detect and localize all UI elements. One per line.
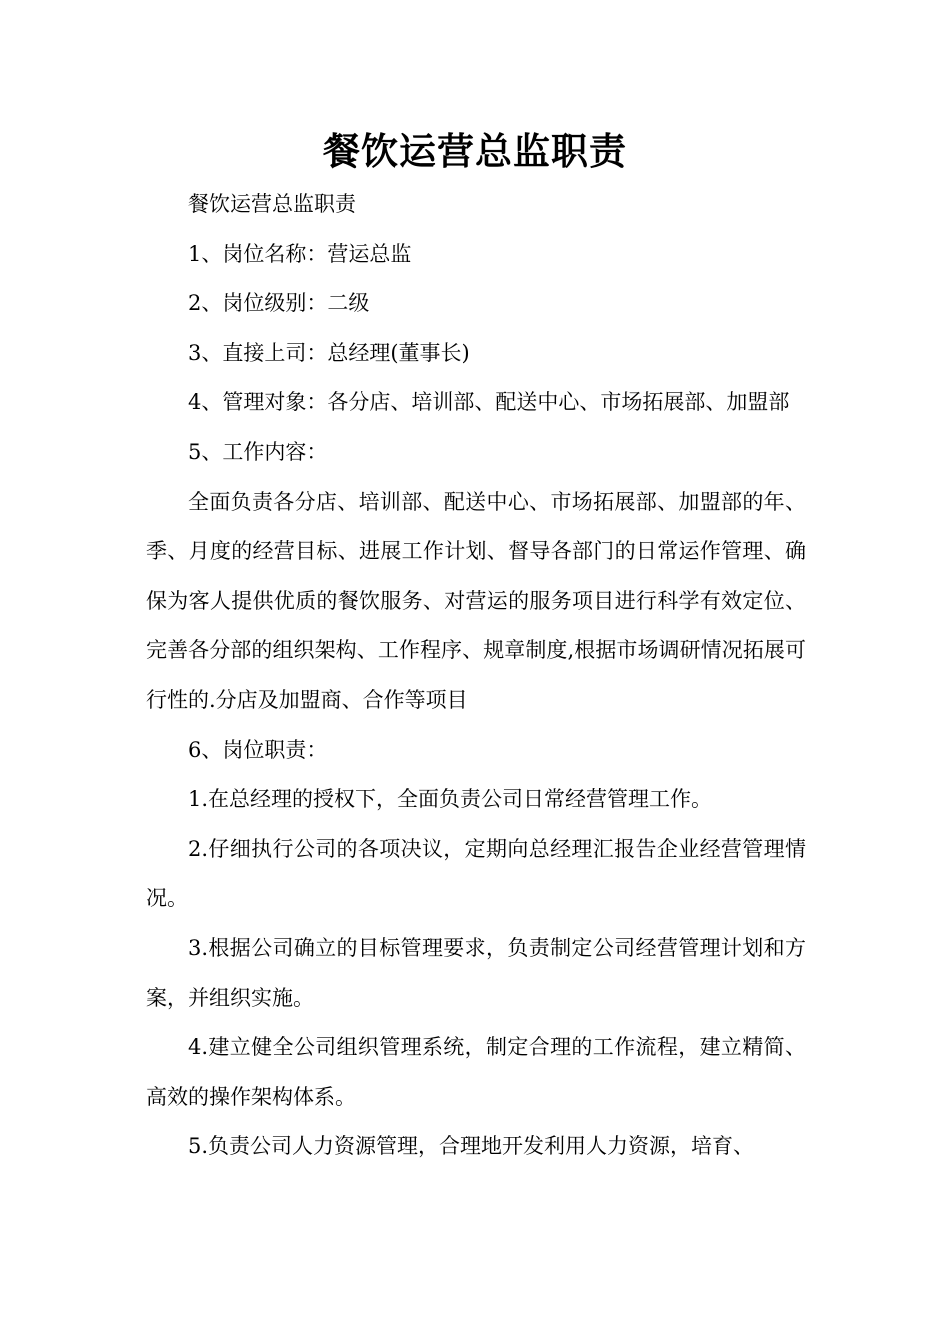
document-body (146, 180, 806, 1172)
document-title: 餐饮运营总监职责 (323, 130, 627, 173)
paragraph-position-name: 1、岗位名称：营运总监 (188, 241, 412, 266)
paragraph-duty-3: 3.根据公司确立的目标管理要求，负责制定公司经营管理计划和方案，并组织实施。 (146, 935, 806, 1010)
paragraph-direct-superior: 3、直接上司：总经理(董事长) (188, 340, 470, 365)
paragraph-duty-1: 1.在总经理的授权下，全面负责公司日常经营管理工作。 (188, 787, 713, 812)
paragraph-duty-4: 4.建立健全公司组织管理系统，制定合理的工作流程，建立精简、高效的操作架构体系。 (146, 1035, 806, 1109)
paragraph-management-scope: 4、管理对象：各分店、培训部、配送中心、市场拓展部、加盟部 (188, 390, 790, 415)
paragraph-position-level: 2、岗位级别：二级 (188, 291, 370, 316)
paragraph-duty-5: 5.负责公司人力资源管理，合理地开发利用人力资源，培育、 (188, 1134, 755, 1159)
paragraph-duties-heading: 6、岗位职责： (188, 737, 328, 762)
paragraph-work-content: 全面负责各分店、培训部、配送中心、市场拓展部、加盟部的年、季、月度的经营目标、进展工作计划、督导各部门的日常运作管理、确保为客人提供优质的餐饮服务、对营运的服务项目进行科学有效定位、完善各分部的组织架构、工作程序、规章制度,根据市场调研情况拓展可行性的.分店及加盟商、合作等项目 (146, 489, 806, 712)
paragraph-subtitle: 餐饮运营总监职责 (188, 192, 356, 216)
paragraph-duty-2: 2.仔细执行公司的各项决议，定期向总经理汇报告企业经营管理情况。 (146, 836, 806, 911)
paragraph-work-content-heading: 5、工作内容： (188, 439, 328, 464)
